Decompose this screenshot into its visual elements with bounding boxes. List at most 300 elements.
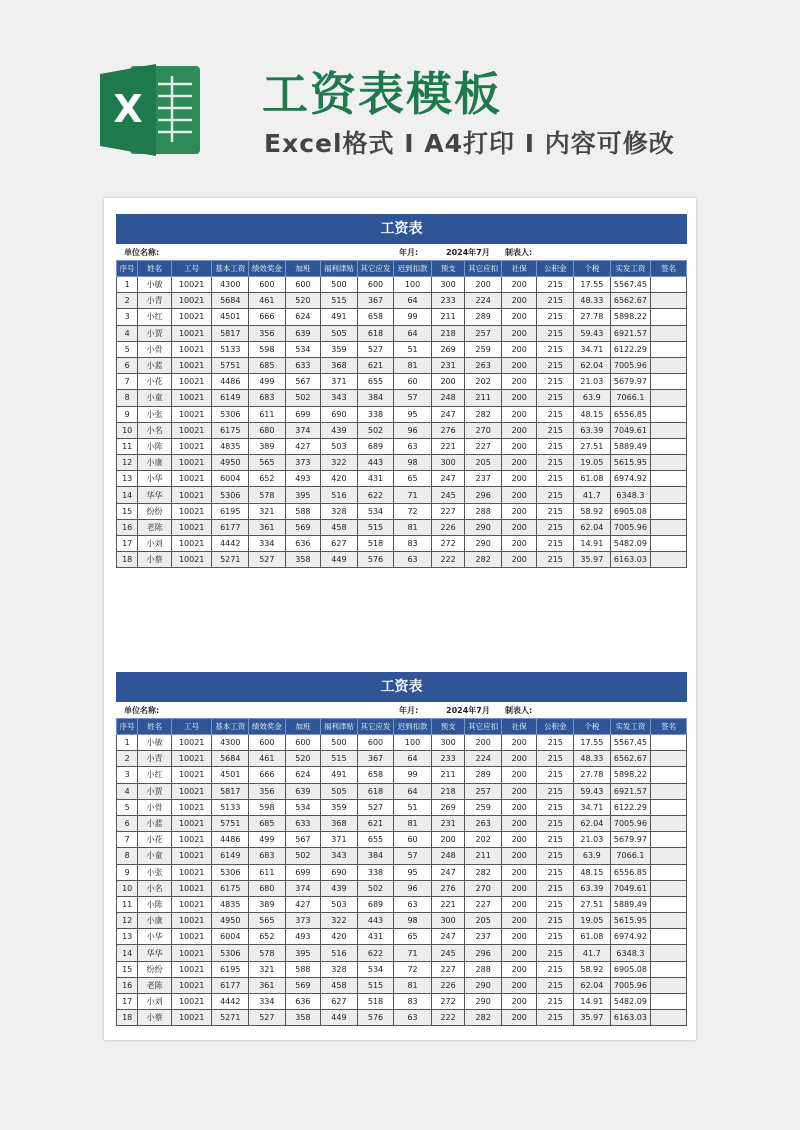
cell-housing-fund: 215 [537,390,574,406]
cell-net-pay: 6348.3 [610,487,651,503]
col-header-advance: 预支 [431,719,465,735]
table-row [117,945,687,961]
cell-housing-fund: 215 [537,913,574,929]
cell-welfare-allowance: 420 [321,471,358,487]
cell-performance-bonus: 356 [249,325,286,341]
salary-table [116,718,687,1026]
cell-overtime: 569 [285,977,321,993]
table-row [117,325,687,341]
cell-advance: 231 [431,357,465,373]
cell-signature [651,309,687,325]
cell-social-insurance: 200 [501,977,537,993]
page-header [0,0,800,190]
cell-signature [651,438,687,454]
cell-overtime: 639 [285,783,321,799]
cell-welfare-allowance: 343 [321,390,358,406]
cell-advance: 233 [431,751,465,767]
cell-income-tax: 58.92 [574,961,611,977]
cell-employee-id: 10021 [171,961,212,977]
cell-income-tax: 63.39 [574,880,611,896]
cell-base-salary: 5271 [212,1010,249,1026]
cell-overtime: 624 [285,309,321,325]
cell-other-deductions: 202 [465,832,502,848]
cell-housing-fund: 215 [537,880,574,896]
cell-signature [651,552,687,568]
cell-other-earnings: 338 [357,406,394,422]
cell-housing-fund: 215 [537,735,574,751]
cell-social-insurance: 200 [501,406,537,422]
cell-name: 小张 [138,406,172,422]
cell-other-deductions: 263 [465,357,502,373]
cell-income-tax: 61.08 [574,471,611,487]
cell-advance: 247 [431,864,465,880]
cell-advance: 233 [431,293,465,309]
cell-index: 9 [117,406,138,422]
cell-social-insurance: 200 [501,799,537,815]
cell-performance-bonus: 527 [249,1010,286,1026]
table-row [117,880,687,896]
cell-welfare-allowance: 371 [321,832,358,848]
cell-signature [651,1010,687,1026]
cell-other-deductions: 237 [465,471,502,487]
cell-index: 17 [117,536,138,552]
cell-index: 2 [117,751,138,767]
month-label: 年月: [399,706,419,715]
cell-signature [651,390,687,406]
cell-employee-id: 10021 [171,357,212,373]
cell-performance-bonus: 578 [249,487,286,503]
col-header-housing-fund: 公积金 [537,261,574,277]
cell-overtime: 493 [285,929,321,945]
cell-overtime: 588 [285,961,321,977]
cell-performance-bonus: 578 [249,945,286,961]
cell-housing-fund: 215 [537,751,574,767]
cell-overtime: 493 [285,471,321,487]
cell-performance-bonus: 499 [249,832,286,848]
cell-advance: 218 [431,783,465,799]
cell-performance-bonus: 611 [249,406,286,422]
cell-base-salary: 5684 [212,293,249,309]
cell-performance-bonus: 361 [249,977,286,993]
cell-base-salary: 5133 [212,341,249,357]
cell-other-earnings: 431 [357,471,394,487]
cell-late-deduction: 63 [394,438,432,454]
cell-income-tax: 19.05 [574,455,611,471]
cell-housing-fund: 215 [537,552,574,568]
cell-overtime: 567 [285,832,321,848]
cell-name: 小青 [138,751,172,767]
cell-net-pay: 6163.03 [610,1010,651,1026]
cell-index: 12 [117,455,138,471]
cell-housing-fund: 215 [537,487,574,503]
cell-advance: 226 [431,977,465,993]
cell-index: 1 [117,735,138,751]
cell-net-pay: 6556.85 [610,864,651,880]
cell-other-deductions: 296 [465,945,502,961]
cell-other-earnings: 689 [357,438,394,454]
col-header-social-insurance: 社保 [501,719,537,735]
cell-performance-bonus: 389 [249,438,286,454]
cell-other-earnings: 689 [357,896,394,912]
table-row [117,374,687,390]
table-row [117,455,687,471]
cell-other-earnings: 367 [357,751,394,767]
excel-logo-icon [100,60,204,160]
cell-performance-bonus: 527 [249,552,286,568]
cell-name: 小华 [138,929,172,945]
cell-overtime: 373 [285,455,321,471]
cell-late-deduction: 71 [394,945,432,961]
table-row [117,309,687,325]
cell-employee-id: 10021 [171,864,212,880]
cell-other-deductions: 289 [465,309,502,325]
cell-name: 小陈 [138,896,172,912]
table-row [117,438,687,454]
col-header-welfare-allowance: 福利津贴 [321,261,358,277]
cell-late-deduction: 71 [394,487,432,503]
cell-base-salary: 5817 [212,325,249,341]
cell-other-earnings: 518 [357,536,394,552]
cell-late-deduction: 96 [394,422,432,438]
cell-welfare-allowance: 449 [321,552,358,568]
cell-social-insurance: 200 [501,471,537,487]
cell-other-earnings: 600 [357,277,394,293]
cell-performance-bonus: 683 [249,848,286,864]
cell-index: 7 [117,832,138,848]
cell-employee-id: 10021 [171,503,212,519]
cell-other-deductions: 259 [465,799,502,815]
cell-index: 14 [117,487,138,503]
cell-name: 小贾 [138,783,172,799]
cell-index: 2 [117,293,138,309]
cell-social-insurance: 200 [501,783,537,799]
cell-housing-fund: 215 [537,536,574,552]
cell-net-pay: 6921.57 [610,325,651,341]
cell-housing-fund: 215 [537,519,574,535]
cell-other-deductions: 211 [465,848,502,864]
cell-net-pay: 6556.85 [610,406,651,422]
cell-welfare-allowance: 505 [321,783,358,799]
cell-performance-bonus: 356 [249,783,286,799]
cell-late-deduction: 63 [394,1010,432,1026]
cell-housing-fund: 215 [537,929,574,945]
cell-net-pay: 7049.61 [610,880,651,896]
cell-net-pay: 7005.96 [610,357,651,373]
cell-income-tax: 41.7 [574,487,611,503]
cell-advance: 247 [431,929,465,945]
cell-social-insurance: 200 [501,913,537,929]
cell-housing-fund: 215 [537,815,574,831]
cell-welfare-allowance: 458 [321,977,358,993]
cell-income-tax: 27.51 [574,896,611,912]
cell-housing-fund: 215 [537,374,574,390]
cell-employee-id: 10021 [171,519,212,535]
cell-income-tax: 48.15 [574,864,611,880]
cell-signature [651,536,687,552]
cell-index: 18 [117,552,138,568]
cell-performance-bonus: 685 [249,815,286,831]
cell-advance: 247 [431,406,465,422]
cell-income-tax: 63.9 [574,848,611,864]
cell-performance-bonus: 461 [249,293,286,309]
cell-name: 小张 [138,864,172,880]
cell-welfare-allowance: 458 [321,519,358,535]
cell-base-salary: 6149 [212,848,249,864]
cell-net-pay: 5889.49 [610,438,651,454]
cell-late-deduction: 64 [394,325,432,341]
cell-housing-fund: 215 [537,783,574,799]
cell-income-tax: 34.71 [574,341,611,357]
cell-advance: 276 [431,422,465,438]
cell-employee-id: 10021 [171,977,212,993]
cell-signature [651,783,687,799]
cell-housing-fund: 215 [537,503,574,519]
cell-base-salary: 5306 [212,406,249,422]
cell-advance: 222 [431,1010,465,1026]
cell-name: 华华 [138,945,172,961]
cell-late-deduction: 100 [394,735,432,751]
cell-base-salary: 6175 [212,422,249,438]
cell-signature [651,815,687,831]
cell-signature [651,471,687,487]
cell-housing-fund: 215 [537,896,574,912]
cell-name: 小花 [138,374,172,390]
cell-housing-fund: 215 [537,832,574,848]
cell-social-insurance: 200 [501,552,537,568]
cell-name: 小名 [138,422,172,438]
cell-net-pay: 6905.08 [610,961,651,977]
cell-welfare-allowance: 505 [321,325,358,341]
cell-welfare-allowance: 491 [321,309,358,325]
cell-income-tax: 21.03 [574,374,611,390]
cell-housing-fund: 215 [537,961,574,977]
cell-other-earnings: 367 [357,293,394,309]
cell-employee-id: 10021 [171,1010,212,1026]
cell-welfare-allowance: 368 [321,815,358,831]
cell-advance: 248 [431,848,465,864]
cell-signature [651,767,687,783]
cell-index: 5 [117,341,138,357]
table-header-row [117,261,687,277]
cell-net-pay: 7066.1 [610,848,651,864]
cell-overtime: 395 [285,945,321,961]
col-header-social-insurance: 社保 [501,261,537,277]
cell-other-deductions: 200 [465,277,502,293]
col-header-name: 姓名 [138,719,172,735]
cell-other-deductions: 224 [465,751,502,767]
cell-income-tax: 19.05 [574,913,611,929]
cell-base-salary: 4300 [212,277,249,293]
cell-welfare-allowance: 515 [321,751,358,767]
cell-advance: 200 [431,832,465,848]
cell-social-insurance: 200 [501,487,537,503]
cell-employee-id: 10021 [171,783,212,799]
month-value: 2024年7月 [446,248,490,257]
cell-advance: 218 [431,325,465,341]
cell-employee-id: 10021 [171,341,212,357]
table-row [117,357,687,373]
month-value: 2024年7月 [446,706,490,715]
cell-other-earnings: 621 [357,357,394,373]
table-row [117,961,687,977]
col-header-other-earnings: 其它应发 [357,261,394,277]
cell-late-deduction: 100 [394,277,432,293]
cell-base-salary: 4501 [212,767,249,783]
cell-overtime: 633 [285,357,321,373]
cell-late-deduction: 98 [394,913,432,929]
col-header-name: 姓名 [138,261,172,277]
cell-other-earnings: 384 [357,848,394,864]
cell-signature [651,799,687,815]
cell-name: 小红 [138,767,172,783]
col-header-housing-fund: 公积金 [537,719,574,735]
cell-housing-fund: 215 [537,277,574,293]
cell-income-tax: 58.92 [574,503,611,519]
cell-social-insurance: 200 [501,374,537,390]
cell-index: 15 [117,503,138,519]
salary-table [116,260,687,568]
col-header-base-salary: 基本工资 [212,719,249,735]
cell-base-salary: 4501 [212,309,249,325]
cell-index: 7 [117,374,138,390]
cell-income-tax: 48.15 [574,406,611,422]
cell-net-pay: 7066.1 [610,390,651,406]
cell-overtime: 636 [285,536,321,552]
cell-other-earnings: 622 [357,487,394,503]
cell-employee-id: 10021 [171,799,212,815]
cell-welfare-allowance: 449 [321,1010,358,1026]
cell-index: 8 [117,848,138,864]
cell-advance: 245 [431,945,465,961]
cell-late-deduction: 72 [394,503,432,519]
cell-other-earnings: 655 [357,374,394,390]
maker-label: 制表人: [505,706,533,715]
cell-net-pay: 6974.92 [610,929,651,945]
cell-name: 小童 [138,390,172,406]
col-header-signature: 签名 [651,719,687,735]
table-row [117,735,687,751]
cell-base-salary: 6004 [212,471,249,487]
cell-other-deductions: 270 [465,880,502,896]
cell-overtime: 358 [285,1010,321,1026]
cell-employee-id: 10021 [171,438,212,454]
cell-late-deduction: 96 [394,880,432,896]
cell-social-insurance: 200 [501,536,537,552]
cell-advance: 248 [431,390,465,406]
cell-housing-fund: 215 [537,767,574,783]
cell-index: 6 [117,357,138,373]
col-header-other-deductions: 其它应扣 [465,261,502,277]
cell-other-deductions: 290 [465,519,502,535]
cell-name: 小骨 [138,341,172,357]
cell-other-earnings: 443 [357,913,394,929]
cell-index: 9 [117,864,138,880]
cell-welfare-allowance: 439 [321,880,358,896]
cell-income-tax: 34.71 [574,799,611,815]
cell-late-deduction: 51 [394,799,432,815]
cell-welfare-allowance: 371 [321,374,358,390]
cell-signature [651,735,687,751]
cell-other-earnings: 384 [357,390,394,406]
cell-other-earnings: 658 [357,767,394,783]
cell-net-pay: 6122.29 [610,799,651,815]
cell-overtime: 600 [285,277,321,293]
cell-housing-fund: 215 [537,422,574,438]
cell-other-deductions: 288 [465,503,502,519]
cell-name: 纷纷 [138,961,172,977]
cell-late-deduction: 64 [394,751,432,767]
cell-advance: 211 [431,767,465,783]
cell-other-earnings: 338 [357,864,394,880]
cell-base-salary: 5133 [212,799,249,815]
cell-index: 15 [117,961,138,977]
cell-performance-bonus: 321 [249,503,286,519]
table-row [117,406,687,422]
cell-advance: 276 [431,880,465,896]
cell-employee-id: 10021 [171,913,212,929]
cell-advance: 221 [431,896,465,912]
cell-overtime: 427 [285,438,321,454]
cell-late-deduction: 95 [394,864,432,880]
cell-performance-bonus: 565 [249,455,286,471]
cell-social-insurance: 200 [501,309,537,325]
cell-income-tax: 63.39 [574,422,611,438]
cell-base-salary: 4486 [212,374,249,390]
cell-signature [651,751,687,767]
cell-other-earnings: 502 [357,422,394,438]
salary-sheet-2 [116,672,687,1026]
cell-overtime: 636 [285,994,321,1010]
cell-welfare-allowance: 627 [321,994,358,1010]
cell-late-deduction: 81 [394,357,432,373]
cell-employee-id: 10021 [171,406,212,422]
cell-other-earnings: 443 [357,455,394,471]
cell-social-insurance: 200 [501,864,537,880]
cell-welfare-allowance: 491 [321,767,358,783]
cell-other-earnings: 622 [357,945,394,961]
cell-other-deductions: 205 [465,455,502,471]
cell-employee-id: 10021 [171,815,212,831]
cell-late-deduction: 57 [394,390,432,406]
cell-welfare-allowance: 328 [321,503,358,519]
salary-sheet-1 [116,214,687,568]
col-header-other-earnings: 其它应发 [357,719,394,735]
cell-index: 3 [117,309,138,325]
cell-late-deduction: 60 [394,832,432,848]
cell-other-earnings: 658 [357,309,394,325]
cell-overtime: 373 [285,913,321,929]
cell-other-deductions: 263 [465,815,502,831]
cell-employee-id: 10021 [171,471,212,487]
cell-social-insurance: 200 [501,293,537,309]
table-row [117,471,687,487]
cell-signature [651,848,687,864]
table-row [117,341,687,357]
cell-income-tax: 27.51 [574,438,611,454]
cell-performance-bonus: 680 [249,422,286,438]
cell-name: 小敏 [138,735,172,751]
cell-late-deduction: 81 [394,977,432,993]
cell-name: 小刘 [138,994,172,1010]
cell-net-pay: 5567.45 [610,735,651,751]
cell-other-earnings: 618 [357,325,394,341]
cell-housing-fund: 215 [537,293,574,309]
cell-name: 小贾 [138,325,172,341]
cell-welfare-allowance: 359 [321,341,358,357]
cell-other-deductions: 290 [465,536,502,552]
cell-index: 3 [117,767,138,783]
table-row [117,864,687,880]
